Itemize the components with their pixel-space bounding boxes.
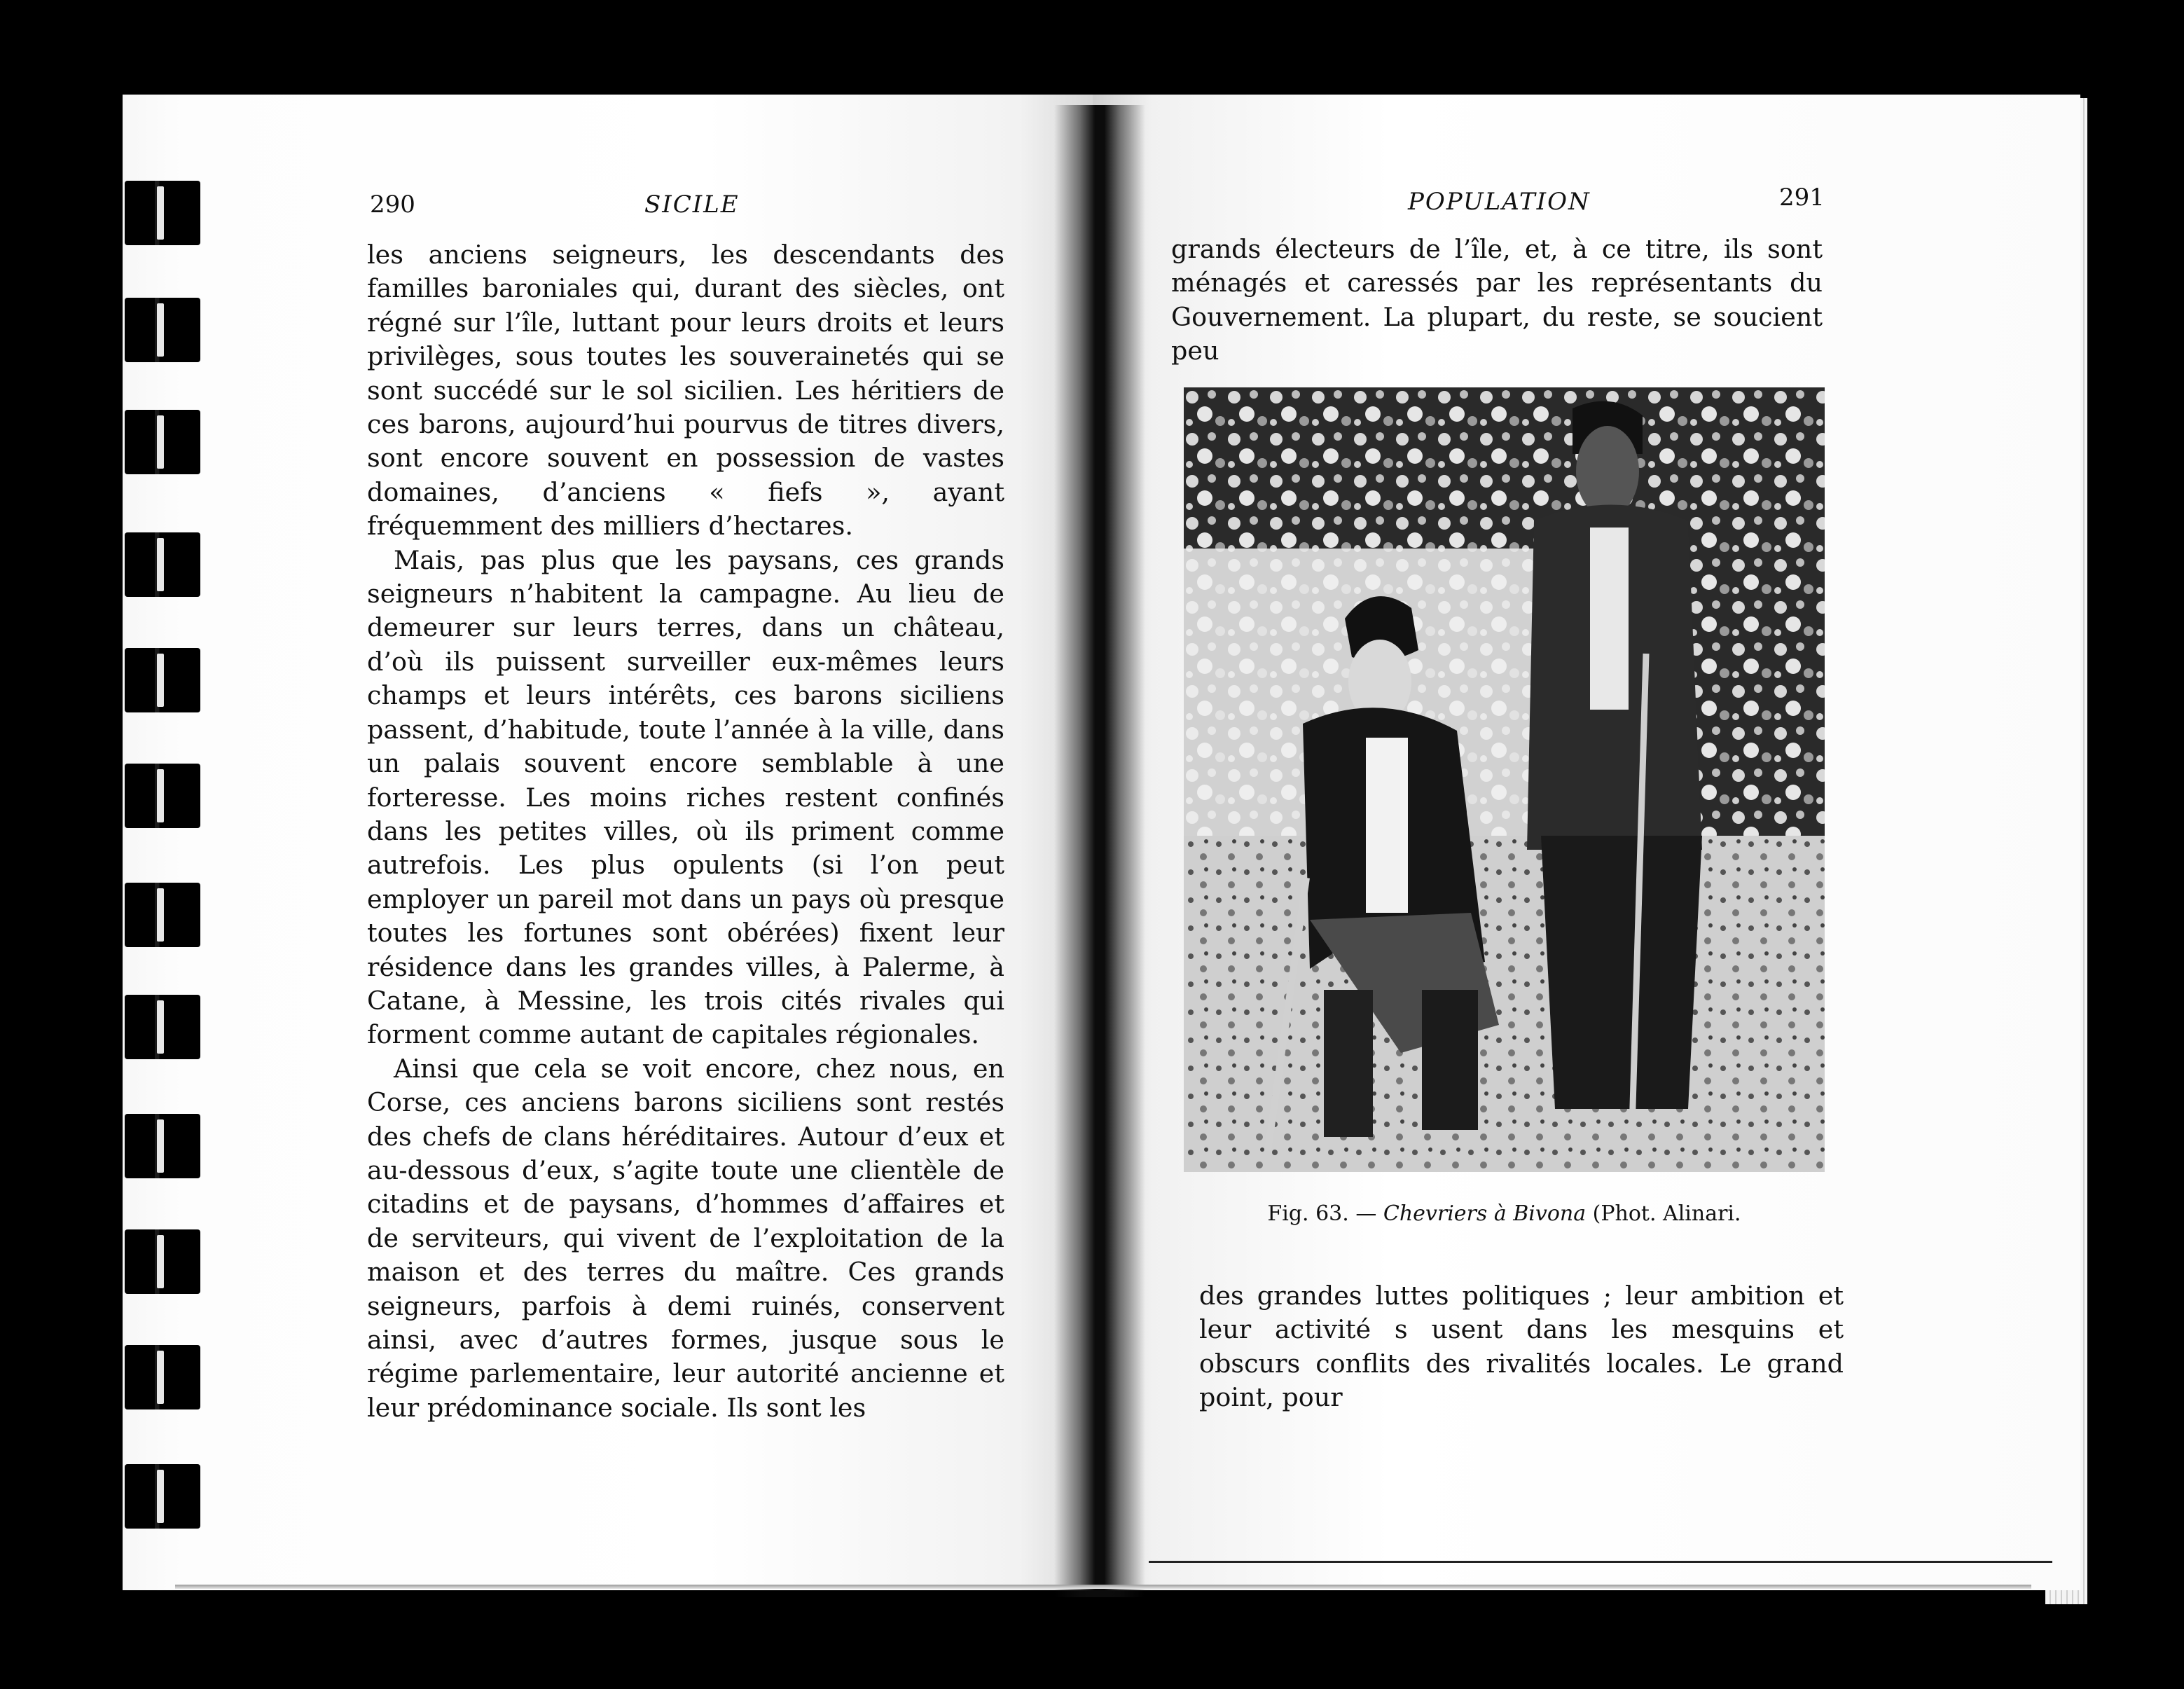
book-gutter — [1054, 105, 1145, 1597]
spiral-binding-ring — [125, 883, 200, 947]
spiral-binding-ring — [125, 181, 200, 245]
figure-credit: (Phot. Alinari. — [1586, 1201, 1741, 1226]
spiral-binding-ring — [125, 298, 200, 362]
right-page-top-text — [1171, 233, 1823, 368]
photo-two-goatherds — [1184, 387, 1825, 1172]
figure-label: Fig. 63. — — [1267, 1201, 1383, 1226]
spiral-binding-ring — [125, 1345, 200, 1409]
spiral-binding-ring — [125, 1229, 200, 1294]
figure-photograph — [1184, 387, 1825, 1172]
spiral-binding-ring — [125, 1114, 200, 1178]
left-running-head: SICILE — [644, 191, 740, 219]
right-running-head: POPULATION — [1408, 188, 1591, 216]
paragraph: les anciens seigneurs, les descendants des familles baroniales qui, durant des siècles, ont régné sur l’île, luttant pour leurs droits et leurs privilèges, sous toutes les souverainetés qui se sont succédé sur le sol sicilien. Les héritiers de ces barons, aujourd’hui pourvus de titres divers, sont encore souvent en possession de vastes domaines, d’anciens « fiefs », ayant fréquemment des milliers d’hectares. — [367, 240, 1004, 542]
left-page-number: 290 — [370, 191, 415, 219]
spiral-binding-ring — [125, 1464, 200, 1529]
paragraph: grands électeurs de l’île, et, à ce titre, ils sont ménagés et caressés par les représentants du Gouvernement. La plupart, du reste, se soucient peu — [1171, 234, 1823, 366]
spiral-binding-ring — [125, 532, 200, 597]
spiral-binding-ring — [125, 648, 200, 712]
paragraph: Ainsi que cela se voit encore, chez nous, en Corse, ces anciens barons siciliens sont restés des chefs de clans héréditaires. Autour d’eux et au-dessous d’eux, s’agite toute une clientèle de citadins et de paysans, d’hommes d’affaires et de serviteurs, qui vivent de l’exploitation de la maison et des terres du maître. Ces grands seigneurs, parfois à demi ruinés, conservent ainsi, avec d’autres formes, jusque sous le régime parlementaire, leur autorité ancienne et leur prédominance sociale. Ils sont les — [367, 1053, 1004, 1423]
bottom-rule — [1149, 1561, 2052, 1563]
paragraph: des grandes luttes politiques ; leur ambition et leur activité s usent dans les mesquins et obscurs conflits des rivalités locales. Le grand point, pour — [1199, 1281, 1844, 1413]
right-page-bottom-text — [1199, 1279, 1844, 1415]
spiral-binding-ring — [125, 410, 200, 474]
right-page-number: 291 — [1779, 184, 1825, 212]
paragraph: Mais, pas plus que les paysans, ces grands seigneurs n’habitent la campagne. Au lieu de demeurer sur leurs terres, dans un château, d’où ils puissent surveiller eux-mêmes leurs champs et leurs intérêts, ces barons siciliens passent, d’habitude, toute l’année à la ville, dans un palais souvent encore semblable à une forteresse. Les moins riches restent confinés dans les petites villes, où ils priment comme autrefois. Les plus opulents (si l’on peut employer un pareil mot dans un pays où presque toutes les fortunes sont obérées) fixent leur résidence dans les grandes villes, à Palerme, à Catane, à Messine, les trois cités rivales qui forment comme autant de capitales régionales. — [367, 544, 1004, 1050]
left-page-body — [367, 238, 1004, 1425]
figure-title: Chevriers à Bivona — [1383, 1201, 1587, 1226]
spiral-binding-ring — [125, 764, 200, 828]
figure-caption — [1184, 1201, 1825, 1226]
spiral-binding-ring — [125, 995, 200, 1059]
page-bottom-edge — [175, 1585, 2031, 1589]
